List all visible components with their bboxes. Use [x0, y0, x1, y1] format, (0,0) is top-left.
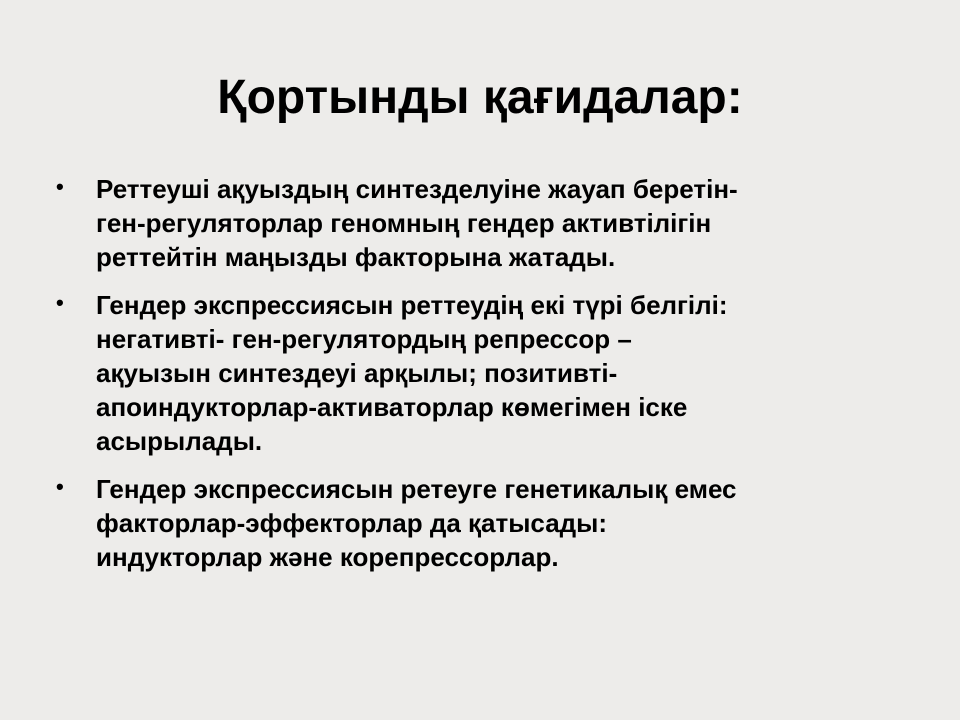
bullet-text-line: индукторлар және корепрессорлар.: [96, 542, 559, 572]
bullet-text-line: реттейтін маңызды факторына жатады.: [96, 242, 616, 272]
bullet-text-line: факторлар-эффекторлар да қатысады:: [96, 508, 608, 538]
bullet-list: [52, 172, 912, 588]
bullet-text-line: ген-регуляторлар геномның гендер активтілігін: [96, 208, 712, 238]
slide-title: Қортынды қағидалар:: [217, 71, 743, 124]
bullet-text-line: ақуызын синтездеуі арқылы; позитивті-: [96, 358, 618, 388]
bullet-marker: •: [56, 174, 64, 199]
bullet-marker: •: [56, 290, 64, 315]
bullet-item: [52, 172, 912, 274]
bullet-text-line: асырылады.: [96, 426, 263, 456]
bullet-text-line: Реттеуші ақуыздың синтезделуіне жауап беретін-: [96, 174, 738, 204]
bullet-item: [52, 472, 912, 574]
bullet-text-line: Гендер экспрессиясын ретеуге генетикалық емес: [96, 474, 737, 504]
bullet-marker: •: [56, 474, 64, 499]
bullet-item: [52, 288, 912, 458]
bullet-text-line: Гендер экспрессиясын реттеудің екі түрі белгілі:: [96, 290, 728, 320]
bullet-text-line: апоиндукторлар-активаторлар көмегімен іске: [96, 392, 688, 422]
bullet-text-line: негативті- ген-регулятордың репрессор –: [96, 324, 632, 354]
